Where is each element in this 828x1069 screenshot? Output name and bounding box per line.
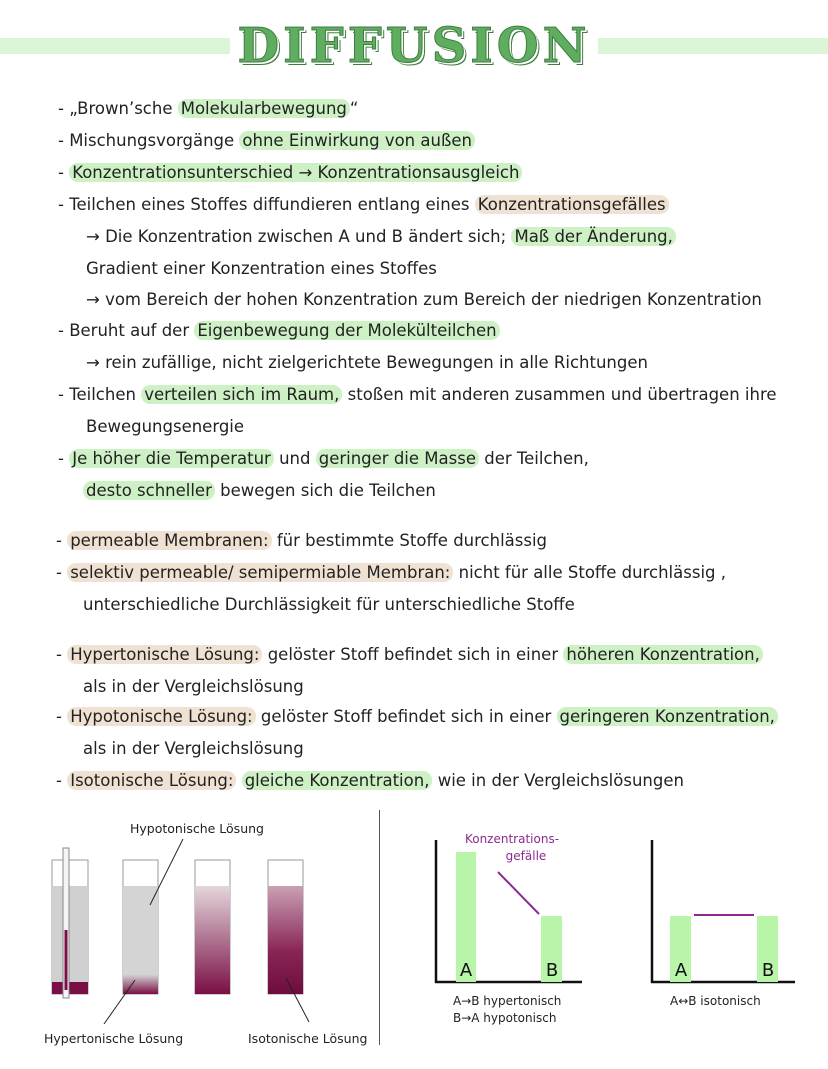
line-20: als in der Vergleichslösung [83, 739, 304, 758]
line-18: als in der Vergleichslösung [83, 677, 304, 696]
line-15: - selektiv permeable/ semipermiable Membran: nicht für alle Stoffe durchlässig , [56, 563, 726, 582]
line-7: → vom Bereich der hohen Konzentration zum Bereich der niedrigen Konzentration [86, 290, 762, 309]
line-5: → Die Konzentration zwischen A und B ändert sich; Maß der Änderung, [86, 226, 676, 248]
caption-isotonic: A↔B isotonisch [670, 994, 761, 1008]
line-14: - permeable Membranen: für bestimmte Stoffe durchlässig [56, 531, 548, 550]
chart-isotonic [651, 840, 795, 1008]
line-10: - Teilchen verteilen sich im Raum, stoßen mit anderen zusammen und übertragen ihre [58, 385, 777, 404]
line-8: - Beruht auf der Eigenbewegung der Molekülteilchen [58, 320, 500, 342]
test-tubes-figure [0, 800, 378, 1069]
caption-hypotonic: B→A hypotonisch [453, 1011, 557, 1025]
gradient-label-2: gefälle [505, 849, 547, 863]
line-21: - Isotonische Lösung: gleiche Konzentration, wie in der Vergleichslösungen [56, 771, 684, 790]
concentration-figure [400, 800, 820, 1069]
line-1: - „Brown’sche Molekularbewegung “ [58, 99, 359, 118]
bar-b-label: B [545, 960, 559, 981]
line-12: - Je höher die Temperatur und geringer die Masse der Teilchen, [58, 449, 589, 468]
line-17: - Hypertonische Lösung: gelöster Stoff befindet sich in einer höheren Konzentration, [56, 644, 763, 666]
label-hypotonic: Hypotonische Lösung [130, 821, 264, 836]
line-6: Gradient einer Konzentration eines Stoffes [86, 259, 437, 278]
label-hypertonic: Hypertonische Lösung [44, 1031, 184, 1046]
line-19: - Hypotonische Lösung: gelöster Stoff befindet sich in einer geringeren Konzentration, [56, 706, 778, 728]
line-4: - Teilchen eines Stoffes diffundieren entlang eines Konzentrationsgefälles [58, 194, 669, 216]
gradient-line [498, 872, 539, 914]
bar-a-label-2: A [674, 960, 688, 981]
line-16: unterschiedliche Durchlässigkeit für unterschiedliche Stoffe [83, 595, 575, 614]
tube-mixing [195, 860, 230, 994]
line-2: - Mischungsvorgänge ohne Einwirkung von außen [58, 130, 475, 152]
figure-divider [379, 810, 380, 1045]
page-title: DIFFUSION [0, 18, 828, 74]
tube-isotonic [268, 860, 303, 994]
line-9: → rein zufällige, nicht zielgerichtete Bewegungen in alle Richtungen [86, 353, 648, 372]
pointer-hypertonic [104, 980, 135, 1024]
line-3: - Konzentrationsunterschied → Konzentrationsausgleich [58, 162, 522, 184]
line-11: Bewegungsenergie [86, 417, 245, 436]
bar-a-label: A [459, 960, 473, 981]
caption-hypertonic: A→B hypertonisch [453, 994, 562, 1008]
chart-hypertonic [435, 832, 582, 1025]
tube-hypotonic [123, 860, 158, 994]
tube-hypertonic [52, 848, 88, 998]
label-isotonic: Isotonische Lösung [248, 1031, 368, 1046]
gradient-label-1: Konzentrations- [464, 832, 560, 846]
bar-b-label-2: B [761, 960, 775, 981]
line-13: desto schneller bewegen sich die Teilchen [83, 480, 436, 502]
